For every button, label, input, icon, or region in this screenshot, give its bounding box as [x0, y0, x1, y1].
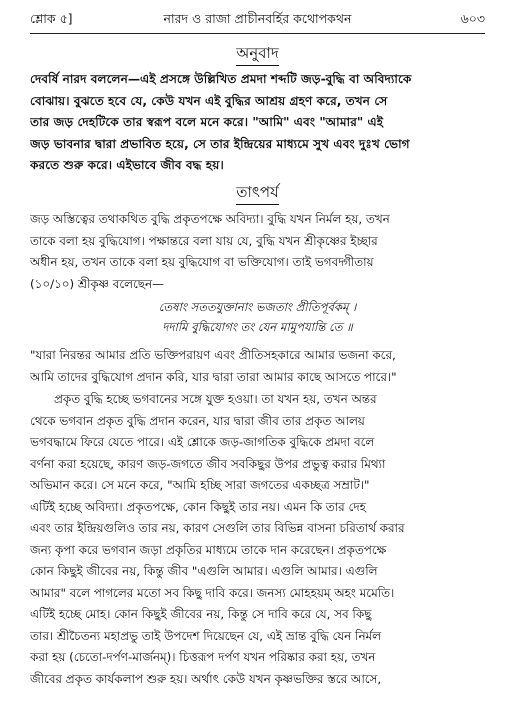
purport-line: জড় অস্তিত্বের তথাকথিত বুদ্ধি প্রকৃতপক্ষে অবিদ্যা। বুদ্ধি যখন নির্মল হয়, তখন [30, 212, 390, 226]
translation-line: জড় ভাবনার দ্বারা প্রভাবিত হয়ে, সে তার ইন্দ্রিয়ের মাধ্যমে সুখ এবং দুঃখ ভোগ [30, 136, 410, 151]
purport-line: ভগবদ্ধামে ফিরে যেতে পারে। এই শ্লোকে জড়-জাগতিক বুদ্ধিকে প্রমদা বলে [30, 435, 375, 449]
gita-verse [30, 297, 485, 337]
verse-line: দদামি বুদ্ধিযোগং তং যেন মামুপযান্তি তে ॥ [162, 320, 353, 334]
purport-line: জীবের প্রকৃত কার্যকলাপ শুরু হয়। অর্থাৎ কেউ যখন কৃষ্ণভক্তির স্তরে আসে, [30, 671, 382, 686]
verse-translation [30, 345, 485, 388]
purport-line: কোন কিছুই জীবের নয়, কিন্তু জীব "এগুলি আমার। এগুলি আমার। এগুলি [30, 564, 378, 578]
verse-translation-line: আমি তাদের বুদ্ধিযোগ প্রদান করি, যার দ্বারা তারা আমার কাছে আসতে পারে।" [30, 369, 397, 384]
translation-line: তার জড় দেহটিকে তার স্বরূপ বলে মনে করে। "আমি" এবং "আমার" এই [30, 115, 384, 129]
translation-text [30, 69, 485, 177]
purport-line: জন্য কৃপা করে ভগবান জড়া প্রকৃতির মাধ্যমে তাকে দান করেছেন। প্রকৃতপক্ষে [30, 542, 387, 557]
chapter-title: নারদ ও রাজা প্রাচীনবর্হির কথোপকথন [163, 11, 352, 26]
purport-line: (১০/১০) শ্রীকৃষ্ণ বলেছেন— [30, 276, 164, 291]
running-header [30, 6, 485, 32]
purport-line: করা হয় (চেতো-দর্পণ-মার্জনম্)। চিত্তরূপ দর্পণ যখন পরিষ্কার করা হয়, তখন [30, 650, 376, 664]
purport-heading: তাৎপর্য [236, 181, 278, 205]
purport-line: তার। শ্রীচৈতন্য মহাপ্রভু তাই উপদেশ দিয়েছেন যে, এই ভ্রান্ত বুদ্ধি যেন নির্মল [30, 628, 382, 643]
translation-line: করতে শুরু করে। এইভাবে জীব বদ্ধ হয়। [30, 158, 224, 172]
purport-line: এটিই হচ্ছে মোহ। কোন কিছুই জীবের নয়, কিন্তু সে দাবি করে যে, সব কিছু [30, 607, 372, 621]
header-divider [30, 33, 485, 34]
verse-translation-line: "যারা নিরন্তর আমার প্রতি ভক্তিপরায়ণ এবং প্রীতিসহকারে আমার ভজনা করে, [30, 348, 396, 362]
verse-line: তেষাং সততযুক্তানাং ভজতাং প্রীতিপূর্বকম্ । [158, 300, 357, 314]
purport-line: বর্ণনা করা হয়েছে, কারণ জড়-জগতে জীব সবকিছুর উপর প্রভুত্ব করার মিথ্যা [30, 456, 386, 471]
purport-line: তাকে বলা হয় বুদ্ধিযোগ। পক্ষান্তরে বলা যায় যে, বুদ্ধি যখন শ্রীকৃষ্ণের ইচ্ছার [30, 233, 378, 248]
purport-line: থেকে ভগবান প্রকৃত বুদ্ধি প্রদান করেন, যার দ্বারা জীব তার প্রকৃত আলয় [30, 413, 365, 428]
purport-heading-wrap [30, 181, 485, 205]
verse-reference: শ্লোক ৫] [30, 11, 73, 26]
purport-line: এটিই হচ্ছে অবিদ্যা। প্রকৃতপক্ষে, কোন কিছুই তার নয়। এমন কি তার দেহ [30, 499, 366, 514]
translation-line: বোঝায়। বুঝতে হবে যে, কেউ যখন এই বুদ্ধির আশ্রয় গ্রহণ করে, তখন সে [30, 93, 388, 108]
purport-paragraph-2 [30, 389, 485, 690]
page-number: ৬০৩ [460, 11, 485, 26]
purport-line: অধীন হয়, তখন তাকে বলা হয় বুদ্ধিযোগ বা ভক্তিযোগ। তাই ভগবদ্গীতায় [30, 255, 374, 269]
purport-line: এবং তার ইন্দ্রিয়গুলিও তার নয়, কারণ সেগুলি তার বিভিন্ন বাসনা চরিতার্থ করার [30, 521, 405, 535]
purport-line: আমার" বলে পাগলের মতো সব কিছু দাবি করে। জনস্য মোহহয়ম্ অহং মমেতি। [30, 585, 395, 600]
purport-paragraph-1 [30, 209, 485, 295]
translation-line: দেবর্ষি নারদ বললেন—এই প্রসঙ্গে উল্লিখিত প্রমদা শব্দটি জড়-বুদ্ধি বা অবিদ্যাকে [30, 72, 412, 86]
purport-line: প্রকৃত বুদ্ধি হচ্ছে ভগবানের সঙ্গে যুক্ত হওয়া। তা যখন হয়, তখন অন্তর [54, 392, 377, 406]
purport-line: অভিমান করে। সে মনে করে, "আমি হচ্ছি সারা জগতের একচ্ছত্র সম্রাট।" [30, 478, 370, 492]
translation-heading-wrap [30, 42, 485, 66]
translation-heading: অনুবাদ [236, 42, 279, 66]
